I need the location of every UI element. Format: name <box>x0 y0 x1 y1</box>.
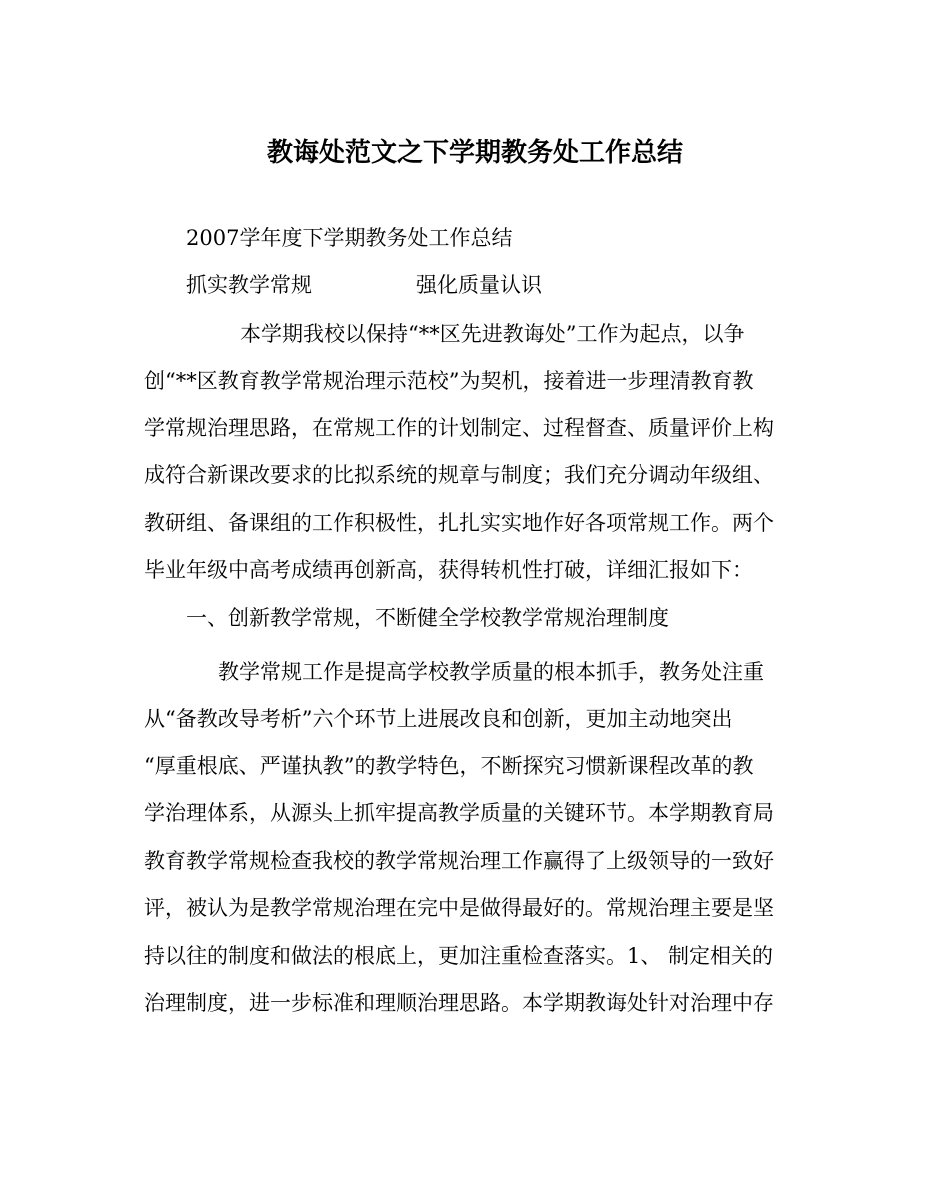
section-heading: 一、创新教学常规，不断健全学校教学常规治理制度 <box>186 606 669 630</box>
slogan-left: 抓实教学常规 <box>186 273 312 297</box>
text-line: 评，被认为是教学常规治理在完中是做得最好的。常规治理主要是坚 <box>144 896 774 920</box>
text-line: 毕业年级中高考成绩再创新高，获得转机性打破，详细汇报如下： <box>144 558 753 582</box>
text-line: 学常规治理思路，在常规工作的计划制定、过程督查、质量评价上构 <box>144 416 774 440</box>
document-title: 教诲处范文之下学期教务处工作总结 <box>266 138 683 168</box>
text-line: 治理制度，进一步标准和理顺治理思路。本学期教诲处针对治理中存 <box>144 991 774 1015</box>
slogan-right: 强化质量认识 <box>416 273 542 297</box>
text-line: 从“备教改导考析”六个环节上进展改良和创新，更加主动地突出 <box>144 707 733 731</box>
text-line: 持以往的制度和做法的根底上，更加注重检查落实。1、 制定相关的 <box>144 944 774 968</box>
text-line: “厚重根底、严谨执教”的教学特色，不断探究习惯新课程改革的教 <box>144 754 754 778</box>
text-line: 教学常规工作是提高学校教学质量的根本抓手，教务处注重 <box>218 660 764 684</box>
text-line: 创“**区教育教学常规治理示范校”为契机，接着进一步理清教育教 <box>144 369 754 393</box>
text-line: 成符合新课改要求的比拟系统的规章与制度；我们充分调动年级组、 <box>144 463 774 487</box>
text-line: 学治理体系，从源头上抓牢提高教学质量的关键环节。本学期教育局 <box>144 801 774 825</box>
text-line: 教育教学常规检查我校的教学常规治理工作赢得了上级领导的一致好 <box>144 849 774 873</box>
text-line: 本学期我校以保持“**区先进教诲处”工作为起点，以争 <box>240 322 745 346</box>
text-line: 教研组、备课组的工作积极性，扎扎实实地作好各项常规工作。两个 <box>144 511 774 535</box>
subtitle: 2007学年度下学期教务处工作总结 <box>186 226 513 250</box>
